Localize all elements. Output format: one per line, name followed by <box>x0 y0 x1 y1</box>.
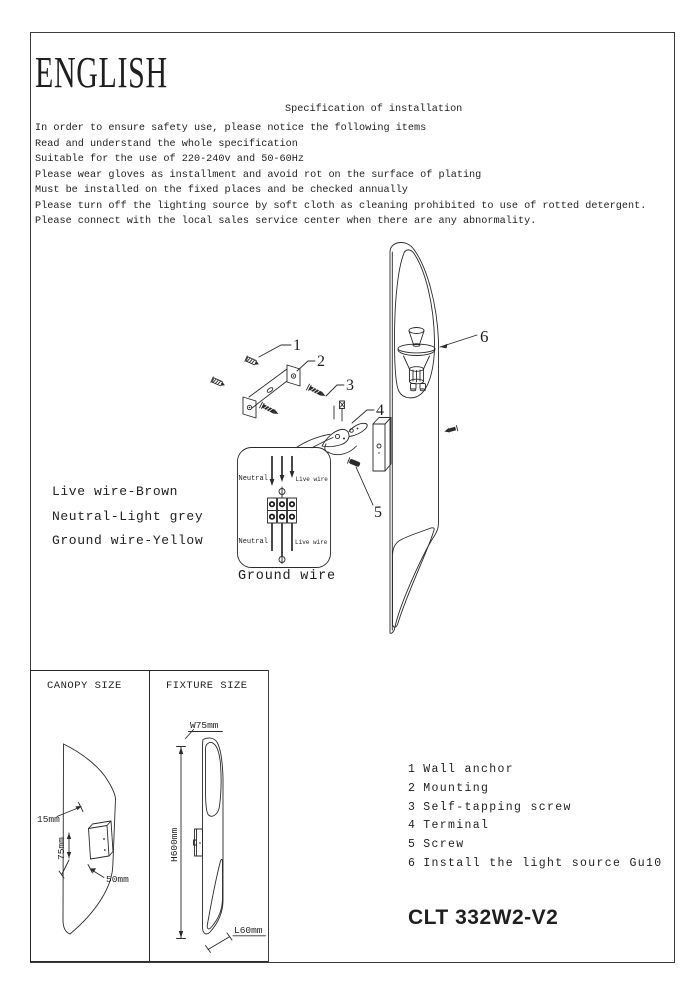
spec-line: Must be installed on the fixed places and be checked annually <box>35 185 408 196</box>
part-number: 1 <box>408 763 417 776</box>
callout-3: 3 <box>346 377 354 394</box>
part-row <box>408 780 663 799</box>
gu10-bulb <box>398 328 435 391</box>
part-name: Mounting <box>423 781 490 795</box>
fixture-dim-width: W75mm <box>190 720 219 731</box>
wire-legend-line: Neutral-Light grey <box>52 508 204 524</box>
spec-line: Please turn off the lighting source by soft cloth as cleaning prohibited to use of rotted detergent. <box>35 200 647 212</box>
wall-anchor-1 <box>211 356 260 388</box>
ground-wire-label: Ground wire <box>238 569 336 584</box>
canopy-dim-height: 75mm <box>56 837 67 860</box>
panel-title-canopy: CANOPY SIZE <box>47 680 122 692</box>
size-panel-frames <box>31 671 269 962</box>
part-number: 3 <box>408 800 417 814</box>
fixture-body <box>390 243 439 634</box>
wire-legend-line: Live wire-Brown <box>52 484 179 499</box>
fixture-front-view <box>169 720 266 953</box>
part-name: Wall anchor <box>423 763 515 776</box>
wire-label-live-top: Live wire <box>295 476 328 483</box>
part-name: Install the light source Gu10 <box>423 856 663 870</box>
part-name: Screw <box>423 838 465 852</box>
spec-line: Please wear gloves as installment and avoid rot on the surface of plating <box>35 169 482 181</box>
part-name: Self-tapping screw <box>423 800 572 814</box>
callout-2: 2 <box>317 353 325 370</box>
wire-label-neutral-bottom: Neutral <box>238 538 268 546</box>
part-number: 6 <box>408 856 417 870</box>
wire-color-legend <box>52 480 203 554</box>
canopy-dim-depth: 15mm <box>37 814 60 825</box>
wall-plate <box>373 418 391 472</box>
part-number: 4 <box>408 819 417 833</box>
wire-label-neutral-top: Neutral <box>238 475 268 483</box>
terminal-assembly <box>322 401 367 455</box>
wire-legend-line: Ground wire-Yellow <box>52 533 204 548</box>
canopy-dim-width: 50mm <box>106 874 129 885</box>
part-row <box>408 817 663 836</box>
part-name: Terminal <box>423 819 490 833</box>
wire-label-live-bottom: Live wire <box>295 539 328 546</box>
language-title: ENGLISH <box>35 48 168 97</box>
part-row <box>408 761 663 780</box>
parts-list <box>408 761 663 874</box>
fixture-dim-height: H600mm <box>169 827 180 862</box>
screw-5 <box>348 458 361 468</box>
part-number: 2 <box>408 781 417 795</box>
wire-detail-box <box>238 434 334 567</box>
part-row <box>408 836 663 855</box>
model-number: CLT 332W2-V2 <box>408 906 559 929</box>
side-screw <box>444 425 458 434</box>
fixture-dim-length: L60mm <box>234 925 263 936</box>
spec-line: Read and understand the whole specification <box>35 138 298 150</box>
spec-title: Specification of installation <box>285 104 463 115</box>
part-number: 5 <box>408 838 417 852</box>
callout-5: 5 <box>374 504 382 521</box>
spec-line: In order to ensure safety use, please notice the following items <box>35 123 427 134</box>
callout-1: 1 <box>293 337 301 354</box>
callout-6: 6 <box>480 327 489 346</box>
part-row <box>408 799 663 818</box>
panel-title-fixture: FIXTURE SIZE <box>166 680 248 692</box>
spec-line: Suitable for the use of 220-240v and 50-60Hz <box>35 154 304 165</box>
canopy-side-view <box>37 744 129 934</box>
callout-leaders <box>259 335 477 505</box>
callout-4: 4 <box>376 402 384 419</box>
spec-line: Please connect with the local sales service center when there are any abnormality. <box>35 216 537 227</box>
self-tapping-screw <box>260 384 327 417</box>
part-row <box>408 855 663 874</box>
